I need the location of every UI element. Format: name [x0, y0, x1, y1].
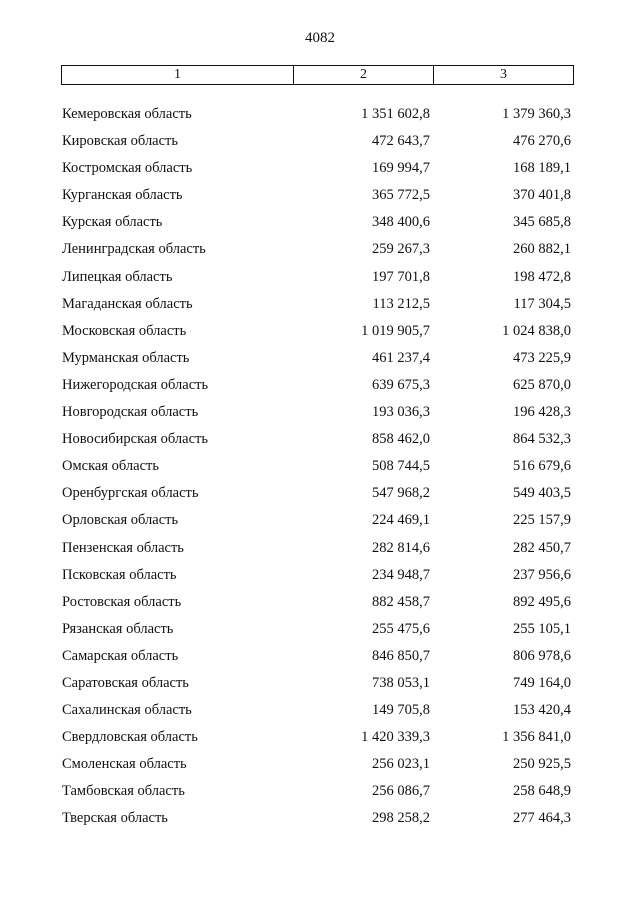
value-col-2: 738 053,1 — [372, 674, 430, 691]
table-row — [0, 239, 640, 266]
value-col-2: 197 701,8 — [372, 268, 430, 285]
value-col-2: 169 994,7 — [372, 160, 430, 177]
value-col-2: 547 968,2 — [372, 485, 430, 502]
value-col-3: 153 420,4 — [513, 702, 571, 719]
value-col-2: 472 643,7 — [372, 133, 430, 150]
value-col-2: 348 400,6 — [372, 214, 430, 231]
table-row — [0, 727, 640, 754]
table-row — [0, 348, 640, 375]
value-col-3: 864 532,3 — [513, 431, 571, 448]
value-col-2: 1 420 339,3 — [361, 729, 430, 746]
region-name: Оренбургская область — [62, 485, 199, 502]
value-col-3: 198 472,8 — [513, 268, 571, 285]
region-name: Кемеровская область — [62, 106, 192, 122]
value-col-3: 225 157,9 — [513, 512, 571, 529]
value-col-2: 882 458,7 — [372, 593, 430, 610]
value-col-3: 476 270,6 — [513, 133, 571, 150]
table-row — [0, 375, 640, 402]
value-col-3: 473 225,9 — [513, 349, 571, 366]
region-name: Курганская область — [62, 187, 183, 204]
value-col-3: 255 105,1 — [513, 620, 571, 637]
value-col-3: 1 356 841,0 — [502, 729, 571, 746]
region-name: Саратовская область — [62, 674, 189, 691]
header-col-3: 3 — [500, 67, 507, 82]
table-row — [0, 619, 640, 646]
table-row — [0, 321, 640, 348]
table-row — [0, 158, 640, 185]
region-name: Нижегородская область — [62, 376, 209, 393]
header-col-2: 2 — [294, 66, 434, 84]
table-row — [0, 402, 640, 429]
page-number: 4082 — [305, 30, 335, 46]
value-col-2: 224 469,1 — [372, 512, 430, 529]
region-name: Орловская область — [62, 512, 179, 529]
value-col-3: 117 304,5 — [513, 295, 571, 312]
region-name: Омская область — [62, 458, 159, 475]
table-row — [0, 646, 640, 673]
region-name: Ленинградская область — [62, 241, 206, 258]
value-col-3: 260 882,1 — [513, 241, 571, 258]
value-col-2: 259 267,3 — [372, 241, 430, 258]
value-col-2: 234 948,7 — [372, 566, 430, 583]
region-name: Мурманская область — [62, 349, 190, 366]
value-col-3: 516 679,6 — [513, 458, 571, 475]
value-col-2: 1 351 602,8 — [361, 106, 430, 122]
table-row — [0, 565, 640, 592]
value-col-2: 461 237,4 — [372, 349, 430, 366]
value-col-2: 193 036,3 — [372, 404, 430, 421]
region-name: Костромская область — [62, 160, 193, 177]
table-row — [0, 592, 640, 619]
value-col-3: 282 450,7 — [513, 539, 571, 556]
value-col-3: 549 403,5 — [513, 485, 571, 502]
value-col-3: 370 401,8 — [513, 187, 571, 204]
value-col-2: 298 258,2 — [372, 810, 430, 827]
region-name: Смоленская область — [62, 756, 187, 773]
table-row — [0, 510, 640, 537]
value-col-2: 255 475,6 — [372, 620, 430, 637]
table-row — [0, 538, 640, 565]
region-name: Новосибирская область — [62, 431, 208, 448]
table-row — [0, 483, 640, 510]
value-col-2: 1 019 905,7 — [361, 322, 430, 339]
region-name: Московская область — [62, 322, 187, 339]
value-col-3: 1 379 360,3 — [502, 106, 571, 122]
value-col-2: 282 814,6 — [372, 539, 430, 556]
table-row — [0, 700, 640, 727]
table-row — [0, 673, 640, 700]
table-row — [0, 294, 640, 321]
region-name: Ростовская область — [62, 593, 182, 610]
region-name: Самарская область — [62, 647, 179, 664]
value-col-2: 256 086,7 — [372, 783, 430, 800]
value-col-2: 858 462,0 — [372, 431, 430, 448]
value-col-3: 196 428,3 — [513, 404, 571, 421]
region-name: Курская область — [62, 214, 163, 231]
value-col-3: 806 978,6 — [513, 647, 571, 664]
value-col-3: 277 464,3 — [513, 810, 571, 827]
region-name: Сахалинская область — [62, 702, 192, 719]
value-col-2: 639 675,3 — [372, 376, 430, 393]
value-col-2: 113 212,5 — [372, 295, 430, 312]
region-name: Новгородская область — [62, 404, 199, 421]
value-col-2: 149 705,8 — [372, 702, 430, 719]
value-col-2: 508 744,5 — [372, 458, 430, 475]
value-col-3: 749 164,0 — [513, 674, 571, 691]
table-row — [0, 104, 640, 131]
region-name: Свердловская область — [62, 729, 198, 746]
table-row — [0, 131, 640, 158]
table-row — [0, 429, 640, 456]
value-col-2: 846 850,7 — [372, 647, 430, 664]
value-col-3: 345 685,8 — [513, 214, 571, 231]
region-name: Магаданская область — [62, 295, 193, 312]
region-name: Рязанская область — [62, 620, 174, 637]
region-name: Кировская область — [62, 133, 179, 150]
table-row — [0, 267, 640, 294]
region-name: Тверская область — [62, 810, 168, 827]
value-col-3: 258 648,9 — [513, 783, 571, 800]
region-name: Пензенская область — [62, 539, 184, 556]
table-row — [0, 212, 640, 239]
value-col-3: 625 870,0 — [513, 376, 571, 393]
value-col-2: 256 023,1 — [372, 756, 430, 773]
region-name: Липецкая область — [62, 268, 173, 285]
table-header — [61, 65, 574, 85]
table-row — [0, 808, 640, 835]
value-col-2: 365 772,5 — [372, 187, 430, 204]
region-name: Тамбовская область — [62, 783, 185, 800]
table-row — [0, 456, 640, 483]
table-row — [0, 185, 640, 212]
value-col-3: 237 956,6 — [513, 566, 571, 583]
region-name: Псковская область — [62, 566, 177, 583]
value-col-3: 168 189,1 — [513, 160, 571, 177]
table-row — [0, 781, 640, 808]
value-col-3: 1 024 838,0 — [502, 322, 571, 339]
value-col-3: 250 925,5 — [513, 756, 571, 773]
header-col-1: 1 — [62, 66, 294, 84]
table-body — [0, 104, 640, 836]
value-col-3: 892 495,6 — [513, 593, 571, 610]
table-row — [0, 754, 640, 781]
